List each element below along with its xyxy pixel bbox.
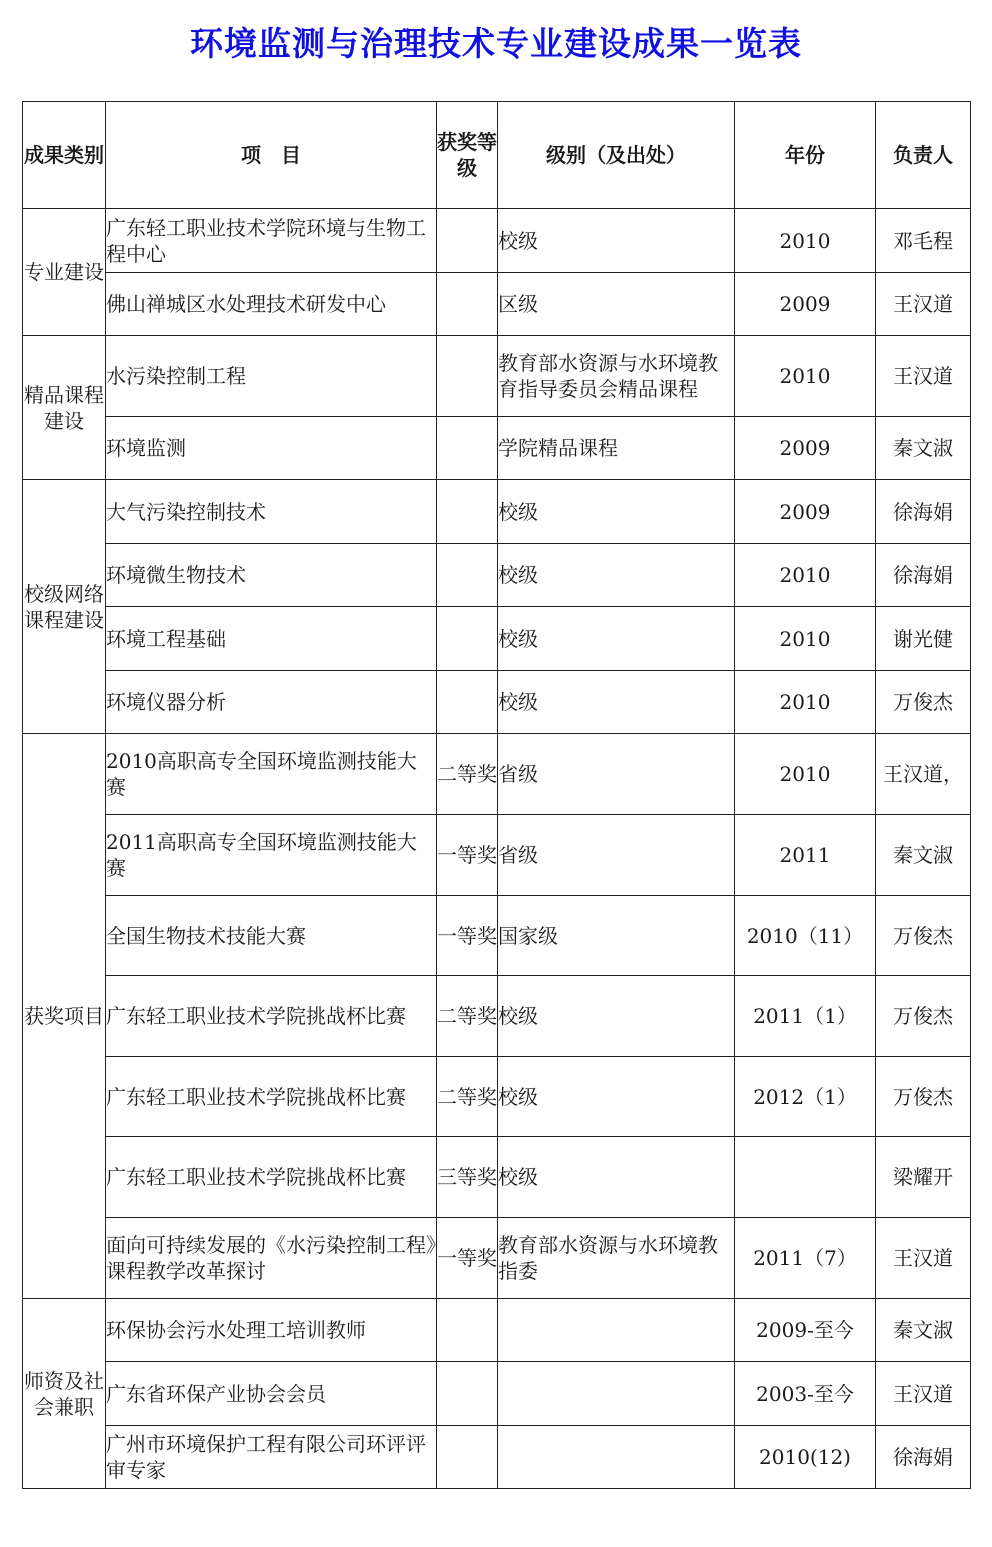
category-cell: 专业建设 — [23, 209, 106, 336]
level-cell: 校级 — [498, 1137, 735, 1218]
year-cell: 2010 — [735, 671, 876, 734]
year-cell: 2009 — [735, 417, 876, 480]
header-year: 年份 — [735, 102, 876, 209]
category-cell: 师资及社会兼职 — [23, 1299, 106, 1489]
level-cell: 学院精品课程 — [498, 417, 735, 480]
category-cell: 精品课程建设 — [23, 336, 106, 480]
person-cell: 秦文淑 — [876, 815, 971, 896]
year-cell: 2010（11） — [735, 896, 876, 976]
table-row — [23, 1299, 971, 1362]
level-cell: 省级 — [498, 815, 735, 896]
award-cell — [437, 1426, 498, 1489]
table-row — [23, 734, 971, 815]
person-cell: 秦文淑 — [876, 417, 971, 480]
person-cell: 万俊杰 — [876, 896, 971, 976]
year-cell: 2011（7） — [735, 1218, 876, 1299]
level-cell: 区级 — [498, 273, 735, 336]
award-cell — [437, 209, 498, 273]
year-cell: 2010 — [735, 607, 876, 671]
table-row — [23, 1426, 971, 1489]
project-cell: 环境监测 — [106, 417, 437, 480]
award-cell — [437, 480, 498, 544]
level-cell: 省级 — [498, 734, 735, 815]
award-cell: 一等奖 — [437, 1218, 498, 1299]
level-cell: 校级 — [498, 1057, 735, 1137]
award-cell: 一等奖 — [437, 896, 498, 976]
table-row — [23, 1057, 971, 1137]
header-category: 成果类别 — [23, 102, 106, 209]
project-cell: 水污染控制工程 — [106, 336, 437, 417]
person-cell: 万俊杰 — [876, 1057, 971, 1137]
project-cell: 大气污染控制技术 — [106, 480, 437, 544]
project-cell: 环境仪器分析 — [106, 671, 437, 734]
project-cell: 面向可持续发展的《水污染控制工程》课程教学改革探讨 — [106, 1218, 437, 1299]
person-cell: 徐海娟 — [876, 1426, 971, 1489]
project-cell: 环保协会污水处理工培训教师 — [106, 1299, 437, 1362]
person-cell: 梁耀开 — [876, 1137, 971, 1218]
year-cell: 2003-至今 — [735, 1362, 876, 1426]
level-cell: 校级 — [498, 544, 735, 607]
level-cell: 教育部水资源与水环境教育指导委员会精品课程 — [498, 336, 735, 417]
person-cell: 万俊杰 — [876, 976, 971, 1057]
award-cell — [437, 544, 498, 607]
person-cell: 谢光健 — [876, 607, 971, 671]
year-cell: 2011 — [735, 815, 876, 896]
level-cell: 校级 — [498, 480, 735, 544]
award-cell: 三等奖 — [437, 1137, 498, 1218]
level-cell: 教育部水资源与水环境教指委 — [498, 1218, 735, 1299]
award-cell: 二等奖 — [437, 1057, 498, 1137]
header-project: 项 目 — [106, 102, 437, 209]
table-row — [23, 209, 971, 273]
project-cell: 2010高职高专全国环境监测技能大赛 — [106, 734, 437, 815]
page-title: 环境监测与治理技术专业建设成果一览表 — [190, 24, 802, 63]
year-cell: 2010 — [735, 209, 876, 273]
table-row — [23, 480, 971, 544]
award-cell — [437, 417, 498, 480]
year-cell: 2010 — [735, 734, 876, 815]
award-cell — [437, 273, 498, 336]
header-person: 负责人 — [876, 102, 971, 209]
level-cell: 校级 — [498, 607, 735, 671]
year-cell: 2010 — [735, 336, 876, 417]
table-row — [23, 896, 971, 976]
person-cell: 邓毛程 — [876, 209, 971, 273]
table-row — [23, 544, 971, 607]
category-cell: 校级网络课程建设 — [23, 480, 106, 734]
person-cell: 秦文淑 — [876, 1299, 971, 1362]
person-cell: 徐海娟 — [876, 544, 971, 607]
achievements-table — [22, 101, 971, 1489]
award-cell — [437, 336, 498, 417]
person-cell: 王汉道， — [876, 734, 971, 815]
year-cell: 2011（1） — [735, 976, 876, 1057]
person-cell: 王汉道 — [876, 1362, 971, 1426]
table-row — [23, 1362, 971, 1426]
project-cell: 环境微生物技术 — [106, 544, 437, 607]
level-cell — [498, 1426, 735, 1489]
header-award: 获奖等级 — [437, 102, 498, 209]
year-cell: 2009-至今 — [735, 1299, 876, 1362]
project-cell: 广州市环境保护工程有限公司环评评审专家 — [106, 1426, 437, 1489]
award-cell — [437, 1299, 498, 1362]
year-cell: 2012（1） — [735, 1057, 876, 1137]
person-cell: 徐海娟 — [876, 480, 971, 544]
category-cell: 获奖项目 — [23, 734, 106, 1299]
person-cell: 王汉道 — [876, 1218, 971, 1299]
project-cell: 广东轻工职业技术学院挑战杯比赛 — [106, 1057, 437, 1137]
header-row — [23, 102, 971, 209]
person-cell: 万俊杰 — [876, 671, 971, 734]
award-cell: 二等奖 — [437, 734, 498, 815]
project-cell: 环境工程基础 — [106, 607, 437, 671]
level-cell: 校级 — [498, 671, 735, 734]
project-cell: 佛山禅城区水处理技术研发中心 — [106, 273, 437, 336]
year-cell — [735, 1137, 876, 1218]
header-level: 级别（及出处） — [498, 102, 735, 209]
year-cell: 2010(12) — [735, 1426, 876, 1489]
table-row — [23, 417, 971, 480]
project-cell: 广东省环保产业协会会员 — [106, 1362, 437, 1426]
table-row — [23, 1218, 971, 1299]
table-row — [23, 607, 971, 671]
year-cell: 2010 — [735, 544, 876, 607]
project-cell: 全国生物技术技能大赛 — [106, 896, 437, 976]
level-cell: 国家级 — [498, 896, 735, 976]
award-cell — [437, 607, 498, 671]
level-cell — [498, 1299, 735, 1362]
table-row — [23, 671, 971, 734]
table-row — [23, 336, 971, 417]
table-row — [23, 273, 971, 336]
award-cell — [437, 671, 498, 734]
award-cell — [437, 1362, 498, 1426]
year-cell: 2009 — [735, 273, 876, 336]
project-cell: 2011高职高专全国环境监测技能大赛 — [106, 815, 437, 896]
project-cell: 广东轻工职业技术学院挑战杯比赛 — [106, 1137, 437, 1218]
level-cell: 校级 — [498, 976, 735, 1057]
person-cell: 王汉道 — [876, 336, 971, 417]
table-row — [23, 1137, 971, 1218]
level-cell: 校级 — [498, 209, 735, 273]
award-cell: 二等奖 — [437, 976, 498, 1057]
project-cell: 广东轻工职业技术学院挑战杯比赛 — [106, 976, 437, 1057]
table-row — [23, 976, 971, 1057]
table-row — [23, 815, 971, 896]
project-cell: 广东轻工职业技术学院环境与生物工程中心 — [106, 209, 437, 273]
person-cell: 王汉道 — [876, 273, 971, 336]
year-cell: 2009 — [735, 480, 876, 544]
level-cell — [498, 1362, 735, 1426]
award-cell: 一等奖 — [437, 815, 498, 896]
